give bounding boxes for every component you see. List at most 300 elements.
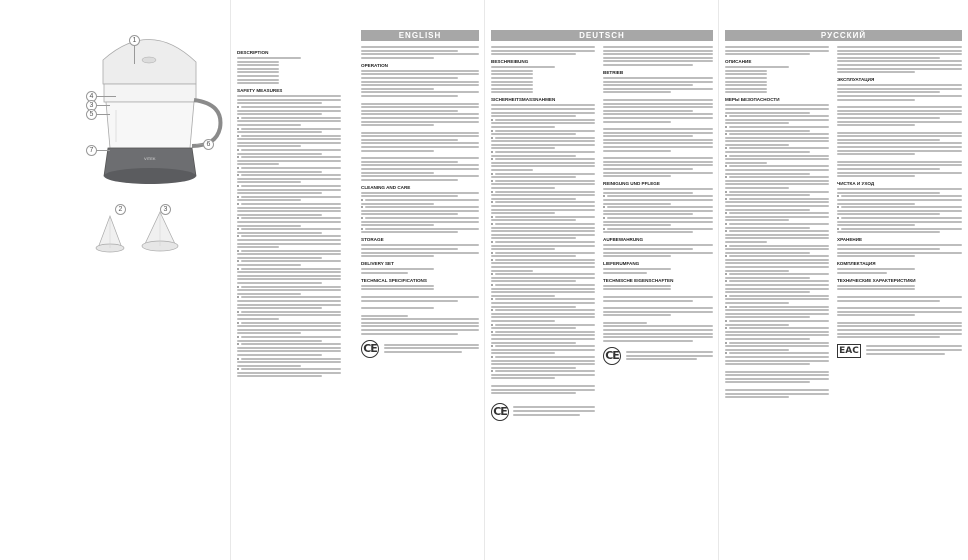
body-text-line (237, 214, 322, 216)
body-text-line (603, 340, 693, 342)
body-text-line (729, 223, 829, 225)
body-text-line (491, 66, 555, 68)
bullet-item (237, 268, 341, 270)
body-text-line (841, 206, 962, 208)
body-text-line (725, 77, 767, 79)
body-text-line (491, 360, 595, 362)
bullet-item (603, 228, 713, 230)
body-text-line (725, 302, 789, 304)
body-text-line (491, 377, 555, 379)
body-text-line (237, 145, 301, 147)
body-text-line (603, 288, 671, 290)
body-text-line (725, 363, 810, 365)
body-text-line (361, 70, 479, 72)
russian-column-2 (837, 46, 962, 358)
body-text-line (241, 296, 341, 298)
body-text-line (491, 280, 576, 282)
body-text-line (603, 192, 693, 194)
body-text-line (237, 210, 341, 212)
body-text-line (237, 325, 341, 327)
body-text-line (603, 300, 693, 302)
bullet-item (237, 174, 341, 176)
body-text-line (725, 277, 810, 279)
body-text-line (725, 259, 829, 261)
section-heading: ТЕХНИЧЕСКИЕ ХАРАКТЕРИСТИКИ (837, 277, 916, 283)
ce-mark-logo: CE (361, 340, 379, 358)
body-text-line (491, 162, 595, 164)
ce-mark-logo: CE (491, 403, 509, 421)
body-text-line (603, 146, 713, 148)
body-text-line (491, 338, 595, 340)
body-text-line (491, 84, 533, 86)
body-text-line (237, 365, 301, 367)
body-text-line (491, 316, 595, 318)
body-text-line (866, 349, 962, 351)
bullet-item (491, 273, 595, 275)
body-text-line (495, 137, 595, 139)
bullet-item (725, 176, 829, 178)
body-text-line (491, 245, 595, 247)
bullet-item (491, 309, 595, 311)
body-text-line (837, 172, 962, 174)
body-text-line (729, 147, 829, 149)
body-text-line (237, 264, 301, 266)
body-text-line (603, 135, 693, 137)
body-text-line (237, 113, 322, 115)
body-text-line (361, 84, 479, 86)
body-text-line (495, 216, 595, 218)
body-text-line (237, 239, 341, 241)
body-text-line (725, 73, 767, 75)
bullet-item (491, 180, 595, 182)
body-text-line (241, 358, 341, 360)
body-text-line (837, 213, 940, 215)
body-text-line (837, 99, 915, 101)
bullet-item (237, 311, 341, 313)
body-text-line (603, 244, 713, 246)
body-text-line (361, 50, 458, 52)
body-text-line (603, 296, 713, 298)
body-text-line (837, 124, 915, 126)
bullet-item (603, 217, 713, 219)
bullet-item (725, 155, 829, 157)
bullet-item (491, 241, 595, 243)
body-text-line (866, 345, 962, 347)
body-text-line (361, 139, 458, 141)
body-text-line (725, 169, 829, 171)
body-text-line (837, 272, 887, 274)
body-text-line (241, 260, 341, 262)
body-text-line (361, 124, 434, 126)
body-text-line (491, 327, 576, 329)
body-text-line (495, 201, 595, 203)
body-text-line (491, 227, 595, 229)
english-panel (231, 0, 484, 560)
body-text-line (837, 110, 962, 112)
body-text-line (241, 368, 341, 370)
body-text-line (729, 126, 829, 128)
body-text-line (491, 73, 533, 75)
body-text-line (725, 130, 810, 132)
body-text-line (491, 389, 595, 391)
bullet-item (725, 245, 829, 247)
body-text-line (725, 187, 789, 189)
body-text-line (237, 138, 341, 140)
body-text-line (837, 231, 940, 233)
body-text-line (603, 175, 671, 177)
bullet-item (725, 273, 829, 275)
bullet-item (237, 128, 341, 130)
body-text-line (725, 140, 829, 142)
section-heading: SICHERHEITSMASSNAHMEN (491, 97, 556, 103)
bullet-item (237, 185, 341, 187)
body-text-line (491, 108, 595, 110)
body-text-line (725, 137, 829, 139)
body-text-line (729, 306, 829, 308)
body-text-line (237, 110, 341, 112)
callout-3b: 3 (160, 204, 171, 215)
body-text-line (603, 53, 713, 55)
body-text-line (361, 325, 479, 327)
body-text-line (725, 119, 829, 121)
body-text-line (361, 224, 434, 226)
body-text-line (361, 103, 479, 105)
section-heading: STORAGE (361, 237, 384, 243)
body-text-line (361, 221, 479, 223)
bullet-item (237, 368, 341, 370)
body-text-line (361, 322, 479, 324)
callout-leader (134, 46, 135, 64)
svg-text:VITEK: VITEK (144, 156, 156, 161)
body-text-line (241, 217, 341, 219)
body-text-line (725, 360, 829, 362)
product-illustration-panel (0, 0, 230, 560)
bullet-item (361, 228, 479, 230)
bullet-item (603, 206, 713, 208)
bullet-item (725, 230, 829, 232)
juicer-illustration (0, 0, 230, 560)
deutsch-panel (485, 0, 718, 560)
callout-leader (96, 105, 110, 106)
bullet-item (237, 117, 341, 119)
body-text-line (837, 244, 962, 246)
russian-column-1 (725, 46, 829, 400)
bullet-item (725, 198, 829, 200)
callout-6: 6 (203, 139, 214, 150)
body-text-line (725, 144, 789, 146)
body-text-line (729, 155, 829, 157)
body-text-line (361, 95, 458, 97)
body-text-line (491, 140, 595, 142)
body-text-line (495, 298, 595, 300)
body-text-line (361, 113, 479, 115)
body-text-line (361, 272, 408, 274)
body-text-line (237, 57, 301, 59)
bullet-item (237, 228, 341, 230)
bullet-item (237, 336, 341, 338)
body-text-line (495, 191, 595, 193)
bullet-item (237, 343, 341, 345)
body-text-line (361, 296, 479, 298)
body-text-line (603, 77, 713, 79)
body-text-line (491, 352, 555, 354)
body-text-line (241, 268, 341, 270)
body-text-line (237, 372, 341, 374)
body-text-line (725, 298, 829, 300)
body-text-line (603, 336, 713, 338)
body-text-line (241, 174, 341, 176)
body-text-line (384, 351, 462, 353)
body-text-line (513, 410, 595, 412)
body-text-line (725, 356, 829, 358)
body-text-line (491, 46, 595, 48)
body-text-line (491, 320, 555, 322)
body-text-line (237, 271, 341, 273)
body-text-line (725, 316, 810, 318)
bullet-item (725, 212, 829, 214)
body-text-line (603, 46, 713, 48)
body-text-line (237, 375, 322, 377)
body-text-line (725, 248, 829, 250)
body-text-line (603, 210, 713, 212)
body-text-line (837, 203, 915, 205)
body-text-line (725, 209, 810, 211)
bullet-item (491, 284, 595, 286)
body-text-line (603, 314, 671, 316)
body-text-line (725, 53, 810, 55)
body-text-line (495, 223, 595, 225)
section-heading: REINIGUNG UND PFLEGE (603, 181, 660, 187)
bullet-item (725, 295, 829, 297)
body-text-line (237, 99, 341, 101)
section-heading: ОПИСАНИЕ (725, 59, 752, 65)
body-text-line (725, 324, 789, 326)
body-text-line (237, 318, 279, 320)
body-text-line (241, 135, 341, 137)
body-text-line (729, 320, 829, 322)
bullet-item (725, 147, 829, 149)
body-text-line (729, 165, 829, 167)
body-text-line (491, 126, 555, 128)
ce-mark-logo: CE (603, 347, 621, 365)
body-text-line (725, 91, 767, 93)
body-text-line (725, 180, 829, 182)
body-text-line (491, 237, 576, 239)
body-text-line (607, 195, 713, 197)
body-text-line (725, 252, 810, 254)
body-text-line (725, 338, 810, 340)
bullet-item (237, 217, 341, 219)
body-text-line (603, 172, 713, 174)
body-text-line (491, 291, 595, 293)
body-text-line (491, 230, 595, 232)
bullet-item (491, 370, 595, 372)
body-text-line (491, 266, 595, 268)
body-text-line (491, 187, 555, 189)
body-text-line (237, 71, 279, 73)
body-text-line (491, 144, 595, 146)
body-text-line (491, 262, 595, 264)
body-text-line (603, 255, 671, 257)
eac-mark-logo: EAC (837, 344, 861, 358)
body-text-line (725, 371, 829, 373)
bullet-item (491, 223, 595, 225)
body-text-line (491, 248, 555, 250)
body-text-line (361, 142, 479, 144)
body-text-line (361, 315, 408, 317)
body-text-line (607, 228, 713, 230)
body-text-line (603, 157, 713, 159)
body-text-line (603, 333, 713, 335)
body-text-line (361, 106, 479, 108)
body-text-line (837, 88, 962, 90)
body-text-line (241, 235, 341, 237)
bullet-item (491, 191, 595, 193)
body-text-line (237, 257, 322, 259)
body-text-line (361, 135, 479, 137)
body-text-line (491, 313, 595, 315)
body-text-line (361, 333, 458, 335)
body-text-line (241, 156, 341, 158)
body-text-line (603, 132, 713, 134)
body-text-line (491, 277, 595, 279)
body-text-line (866, 353, 945, 355)
body-text-line (725, 66, 789, 68)
body-text-line (725, 219, 789, 221)
bullet-item (237, 106, 341, 108)
body-text-line (841, 228, 962, 230)
body-text-line (361, 91, 479, 93)
body-text-line (837, 300, 940, 302)
body-text-line (837, 46, 962, 48)
section-heading: МЕРЫ БЕЗОПАСНОСТИ (725, 97, 780, 103)
body-text-line (725, 270, 789, 272)
body-text-line (361, 175, 479, 177)
body-text-line (237, 289, 341, 291)
bullet-item (237, 196, 341, 198)
body-text-line (837, 288, 915, 290)
body-text-line (361, 132, 479, 134)
body-text-line (603, 121, 671, 123)
body-text-line (729, 245, 829, 247)
body-text-line (725, 393, 829, 395)
bullet-item (725, 255, 829, 257)
bullet-item (361, 199, 479, 201)
body-text-line (837, 322, 962, 324)
english-column-1 (237, 46, 341, 379)
body-text-line (626, 358, 697, 360)
bullet-item (237, 203, 341, 205)
body-text-line (491, 133, 576, 135)
body-text-line (603, 213, 693, 215)
body-text-line (837, 142, 962, 144)
callout-5: 5 (86, 109, 97, 120)
body-text-line (725, 183, 829, 185)
body-text-line (729, 191, 829, 193)
body-text-line (725, 108, 829, 110)
body-text-line (237, 160, 341, 162)
body-text-line (725, 241, 767, 243)
body-text-line (837, 325, 962, 327)
body-text-line (491, 209, 595, 211)
body-text-line (603, 161, 713, 163)
body-text-line (725, 81, 767, 83)
bullet-item (725, 280, 829, 282)
section-heading: DESCRIPTION (237, 50, 269, 55)
body-text-line (361, 150, 434, 152)
body-text-line (237, 340, 322, 342)
body-text-line (241, 149, 341, 151)
body-text-line (491, 295, 555, 297)
body-text-line (361, 172, 434, 174)
body-text-line (729, 295, 829, 297)
body-text-line (361, 161, 458, 163)
body-text-line (361, 285, 434, 287)
section-heading: ЧИСТКА И УХОД (837, 181, 875, 187)
body-text-line (361, 318, 479, 320)
body-text-line (237, 225, 301, 227)
body-text-line (725, 104, 829, 106)
body-text-line (603, 311, 713, 313)
body-text-line (495, 345, 595, 347)
bullet-item (491, 298, 595, 300)
section-heading: OPERATION (361, 62, 388, 68)
body-text-line (361, 210, 479, 212)
body-text-line (491, 385, 595, 387)
bullet-item (725, 115, 829, 117)
bullet-item (491, 356, 595, 358)
body-text-line (237, 354, 322, 356)
body-text-line (729, 273, 829, 275)
body-text-line (837, 139, 940, 141)
body-text-line (237, 307, 322, 309)
body-text-line (841, 217, 962, 219)
body-text-line (361, 288, 434, 290)
body-text-line (241, 196, 341, 198)
bullet-item (837, 206, 962, 208)
body-text-line (237, 329, 341, 331)
body-text-line (729, 133, 829, 135)
body-text-line (491, 205, 595, 207)
body-text-line (725, 381, 810, 383)
callout-4: 4 (86, 91, 97, 102)
body-text-line (837, 95, 962, 97)
body-text-line (241, 185, 341, 187)
body-text-line (725, 378, 829, 380)
body-text-line (361, 195, 458, 197)
body-text-line (491, 77, 533, 79)
body-text-line (491, 70, 533, 72)
body-text-line (491, 349, 595, 351)
body-text-line (837, 255, 915, 257)
body-text-line (241, 106, 341, 108)
body-text-line (837, 192, 940, 194)
body-text-line (725, 84, 767, 86)
russian-panel (719, 0, 968, 560)
body-text-line (837, 84, 962, 86)
bullet-item (491, 331, 595, 333)
body-text-line (603, 128, 713, 130)
body-text-line (603, 110, 693, 112)
body-text-line (241, 228, 341, 230)
body-text-line (361, 88, 434, 90)
body-text-line (837, 296, 962, 298)
body-text-line (491, 122, 595, 124)
body-text-line (491, 219, 576, 221)
body-text-line (491, 176, 576, 178)
body-text-line (237, 79, 279, 81)
body-text-line (495, 284, 595, 286)
